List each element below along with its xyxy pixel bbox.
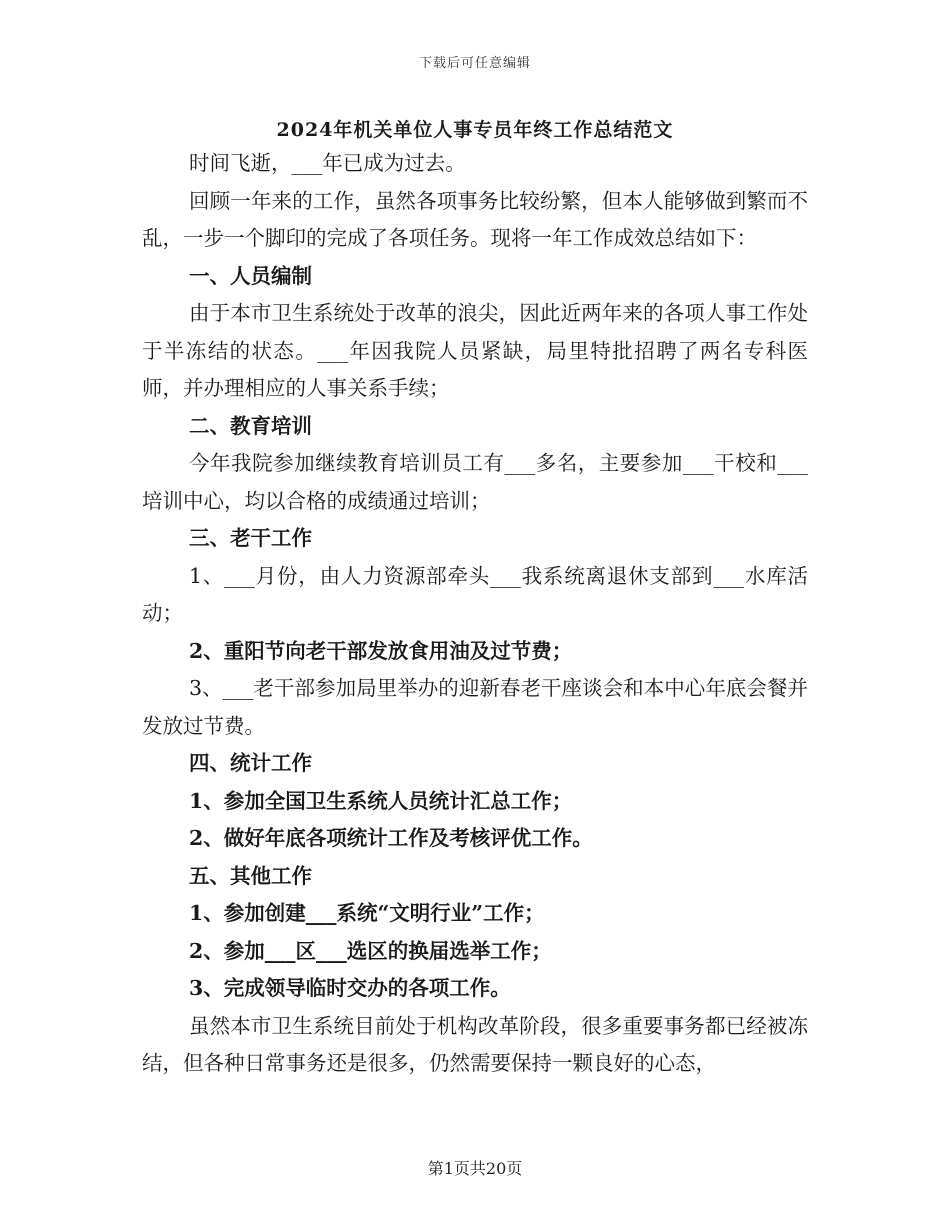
body-paragraph: 时间飞逝，___年已成为过去。 (189, 151, 466, 175)
body-paragraph: 今年我院参加继续教育培训员工有___多名，主要参加___干校和___培训中心，均以合格的成绩通过培训； (142, 451, 808, 513)
section-heading-paragraph: 五、其他工作 (189, 863, 312, 888)
section-heading-paragraph: 2、参加___区___选区的换届选举工作； (189, 938, 552, 963)
body-paragraph: 1、___月份，由人力资源部牵头___我系统离退休支部到___水库活动； (142, 563, 808, 625)
document-body (142, 145, 808, 1083)
section-heading-paragraph: 一、人员编制 (189, 263, 312, 288)
body-paragraph: 虽然本市卫生系统目前处于机构改革阶段，很多重要事务都已经被冻结，但各种日常事务还是很多，仍然需要保持一颗良好的心态， (142, 1013, 808, 1075)
page-header-note: 下载后可任意编辑 (418, 56, 531, 71)
body-paragraph: 3、___老干部参加局里举办的迎新春老干座谈会和本中心年底会餐并发放过节费。 (142, 676, 808, 738)
section-heading-paragraph: 3、完成领导临时交办的各项工作。 (189, 976, 511, 1000)
section-heading-paragraph: 三、老干工作 (189, 526, 312, 550)
page-number-footer: 第1页共20页 (427, 1159, 523, 1178)
body-paragraph: 回顾一年来的工作，虽然各项事务比较纷繁，但本人能够做到繁而不乱，一步一个脚印的完成了各项任务。现将一年工作成效总结如下： (142, 188, 808, 250)
document-title: 2024年机关单位人事专员年终工作总结范文 (276, 119, 674, 141)
section-heading-paragraph: 二、教育培训 (189, 413, 312, 438)
section-heading-paragraph: 1、参加全国卫生系统人员统计汇总工作； (189, 788, 573, 813)
section-heading-paragraph: 2、做好年底各项统计工作及考核评优工作。 (189, 826, 593, 850)
section-heading-paragraph: 四、统计工作 (189, 751, 312, 775)
section-heading-paragraph: 1、参加创建___系统“文明行业”工作； (189, 901, 545, 925)
body-paragraph: 由于本市卫生系统处于改革的浪尖，因此近两年来的各项人事工作处于半冻结的状态。___年因我院人员紧缺，局里特批招聘了两名专科医师，并办理相应的人事关系手续； (142, 301, 808, 400)
section-heading-paragraph: 2、重阳节向老干部发放食用油及过节费； (189, 638, 573, 663)
